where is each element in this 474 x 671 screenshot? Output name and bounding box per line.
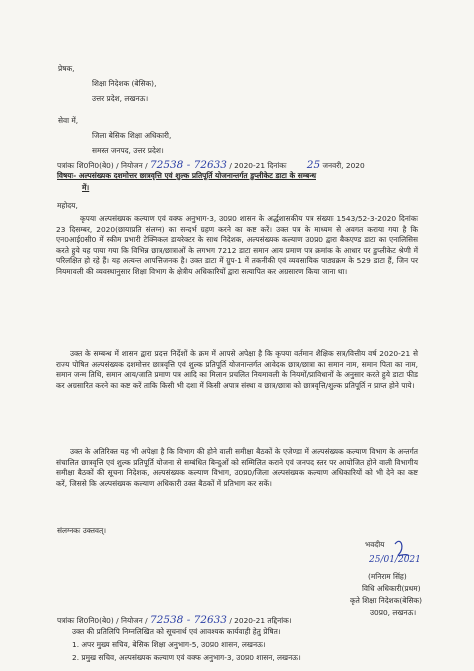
date-month-year: जनवरी, 2020 [322,161,365,170]
copy-item-2: 2. प्रमुख सचिव, अल्पसंख्यक कल्याण एवं वक्फ अनुभाग-3, उ0प्र0 शासन, लखनऊ। [72,653,301,662]
paragraph-2: उक्त के सम्बन्ध में शासन द्वारा प्रदत्त निर्देशों के क्रम में आपसे अपेक्षा है कि कृपया वर्तमान शैक्षिक सत्र/वित्तीय वर्ष 2020-21 से राज्य पोषित अल्पसंख्यक दशमोत्तर छात्रवृत्ति एवं शुल्क प्रतिपूर्ति योजनान्तर्गत आवेदक छात्र/छात्रा का समान नाम, समान पिता का नाम, समान जन्म तिथि, समान आय/जाति प्रमाण पत्र आदि का मिलान प्रचलित नियमावली के नियमों/प्राविधानों के अनुसार करते हुये डाटा फीड कर अग्रसारित करने का कष्ट करें ताकि किसी भी दशा में किसी अपात्र संस्था व छात्र/छात्रा को छात्रवृत्ति/शुल्क प्रतिपूर्ति न प्राप्त होने पाये। [56,349,418,390]
paragraph-1: कृपया अल्पसंख्यक कल्याण एवं वक्फ अनुभाग-3, उ0प्र0 शासन के अर्द्धशासकीय पत्र संख्याः 1543/52-3-2020 दिनांकः 23 दिसम्बर, 2020(छायाप्रति संलग्न) का सन्दर्भ ग्रहण करने का कष्ट करें। उक्त पत्र के माध्यम से अवगत कराया गया है कि एन0आई0सी0 में स्कीम प्रभारी टेक्निकल डायरेक्टर के साथ निदेशक, अल्पसंख्यक कल्याण उ0प्र0 द्वारा बैकएण्ड डाटा का एनालिसिस करते हुये यह पाया गया कि विभिन्न छात्र/छात्राओं के लगभग 7212 डाटा समान आय प्रमाण पत्र क्रमांक के आधार पर डुप्लीकेट श्रेणी में परिलक्षित हो रहे हैं। यह अत्यन्त आपत्तिजनक है। उक्त डाटा में ग्रुप-1 में तकनीकी एवं व्यवसायिक पाठ्यक्रम के 529 डाटा हैं, जिन पर नियमावली की व्यवस्थानुसार शिक्षा विभाग के क्षेत्रीय अधिकारियों द्वारा सत्यापित कर अग्रसारण किया जाना था। [56,214,418,276]
signatory-designation: विधि अधिकारी(प्रथम) [362,584,421,593]
copy-reference-line [57,613,292,628]
subject-line2: में। [82,183,90,192]
subject-line1: विषयः- अल्पसंख्यक दशमोत्तर छात्रवृत्ति एवं शुल्क प्रतिपूर्ति योजनान्तर्गत डुप्लीकेट डाटा के सम्बन्ध [57,171,316,180]
reference-suffix: / 2020-21 दिनांकः [229,161,287,170]
copy-item-1: 1. अपर मुख्य सचिव, बेसिक शिक्षा अनुभाग-5, उ0प्र0 शासन, लखनऊ। [72,640,266,649]
date-day-handwritten: 25 [306,159,321,171]
paragraph-3: उक्त के अतिरिक्त यह भी अपेक्षा है कि विभाग की होने वाली समीक्षा बैठकों के एजेण्डा में अल्पसंख्यक कल्याण विभाग के अन्तर्गत संचालित छात्रवृत्ति एवं शुल्क प्रतिपूर्ति योजना से सम्बंधित बिन्दुओं को सम्मिलित कराने एवं जनपद स्तर पर आयोजित होने वाली विभागीय समीक्षा बैठकों की सूचना निदेशक, अल्पसंख्यक कल्याण विभाग, उ0प्र0/जिला अल्पसंख्यक कल्याण अधिकारियों को भी देने का कष्ट करें, जिससे कि अल्पसंख्यक कल्याण अधिकारी उक्त बैठकों में प्रतिभाग कर सकें। [56,447,418,488]
reference-prefix: पत्रांकः शि0नि0(बे0) / नियोजन / [57,161,148,170]
signature-block [355,534,425,570]
to-line2: समस्त जनपद, उत्तर प्रदेश। [92,146,164,155]
signatory-name: (मनिराम सिंह) [368,572,407,581]
copy-reference-suffix: / 2020-21 तद्दिनांक। [229,616,292,625]
salutation: महोदय, [57,201,78,210]
sender-line2: उत्तर प्रदेश, लखनऊ। [92,94,149,103]
to-line1: जिला बेसिक शिक्षा अधिकारी, [92,131,172,140]
copy-reference-prefix: पत्रांकः शि0नि0(बे0) / नियोजन / [57,616,148,625]
copy-intro: उक्त की प्रतिलिपि निम्नलिखित को सूचनार्थ एवं आवश्यक कार्यवाही हेतु प्रेषित। [72,627,281,636]
sender-line1: शिक्षा निदेशक (बेसिक), [92,79,157,88]
reference-number-handwritten: 72538 - 72633 [149,159,227,171]
signatory-place: उ0प्र0, लखनऊ। [370,608,417,617]
sender-heading: प्रेषक, [58,64,75,73]
signature-date-handwritten: 25/01/2021 [369,555,421,565]
to-heading: सेवा में, [58,116,79,125]
copy-reference-number-handwritten: 72538 - 72633 [149,614,227,626]
enclosure-line: संलग्नकः उक्तवत्। [57,526,107,535]
signature-courtesy: भवदीय [365,540,385,549]
signatory-for-line: कृते शिक्षा निदेशक(बेसिक) [350,596,422,605]
signature-scribble [355,534,425,570]
